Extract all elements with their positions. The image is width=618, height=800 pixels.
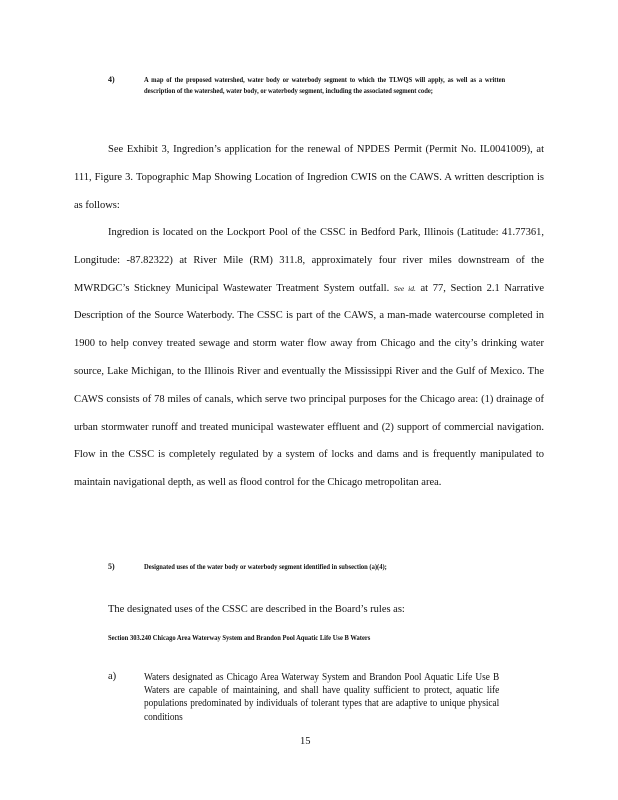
see-id-citation: See id.: [393, 283, 416, 293]
paragraph-description: [74, 219, 544, 497]
item-4-number: 4): [108, 75, 115, 84]
paragraph-description-part2: at 77, Section 2.1 Narrative Description of the Source Waterbody. The CSSC is part of the CAWS, a man-made watercourse completed in 1900 to help convey treated sewage and storm water flow away from Chicago and the city’s drinking water source, Lake Michigan, to the Illinois River and eventually the Mississippi River and the Gulf of Mexico. The CAWS consists of 78 miles of canals, which serve two principal purposes for the Chicago area: (1) drainage of urban stormwater runoff and treated municipal wastewater effluent and (2) support of commercial navigation. Flow in the CSSC is completely regulated by a system of locks and dams and is frequently manipulated to maintain navigational depth, as well as flood control for the Chicago metropolitan area.: [74, 282, 545, 489]
subsection-a-text: Waters designated as Chicago Area Waterway System and Brandon Pool Aquatic Life Use B Waters are capable of maintaining, and shall have quality sufficient to protect, aquatic life populations predominated by individuals of tolerant types that are adaptive to unique physical conditions: [144, 672, 500, 723]
item-4-text: A map of the proposed watershed, water body or waterbody segment to which the TLWQS will apply, as well as a written description of the watershed, water body, or waterbody segment, including the associated segment code;: [144, 75, 506, 95]
item-5-text: Designated uses of the water body or waterbody segment identified in subsection (a)(4);: [144, 562, 387, 571]
paragraph-exhibit-3: See Exhibit 3, Ingredion’s application for the renewal of NPDES Permit (Permit No. IL0041009), at 111, Figure 3. Topographic Map Showing Location of Ingredion CWIS on the CAWS. A written description is as follows:: [74, 144, 544, 211]
subsection-a-label: a): [108, 671, 117, 682]
page-number: 15: [300, 736, 311, 747]
paragraph-description-part1: Ingredion is located on the Lockport Pool of the CSSC in Bedford Park, Illinois (Latitude: 41.77361, Longitude: -87.82322) at River Mile (RM) 311.8, approximately four river miles downstream of the MWRDGC’s Stickney Municipal Wastewater Treatment System outfall.: [74, 227, 544, 294]
paragraph-designated-uses: The designated uses of the CSSC are described in the Board’s rules as:: [108, 604, 405, 615]
section-heading: Section 303.240 Chicago Area Waterway System and Brandon Pool Aquatic Life Use B Waters: [108, 633, 371, 642]
item-5-number: 5): [108, 562, 115, 571]
